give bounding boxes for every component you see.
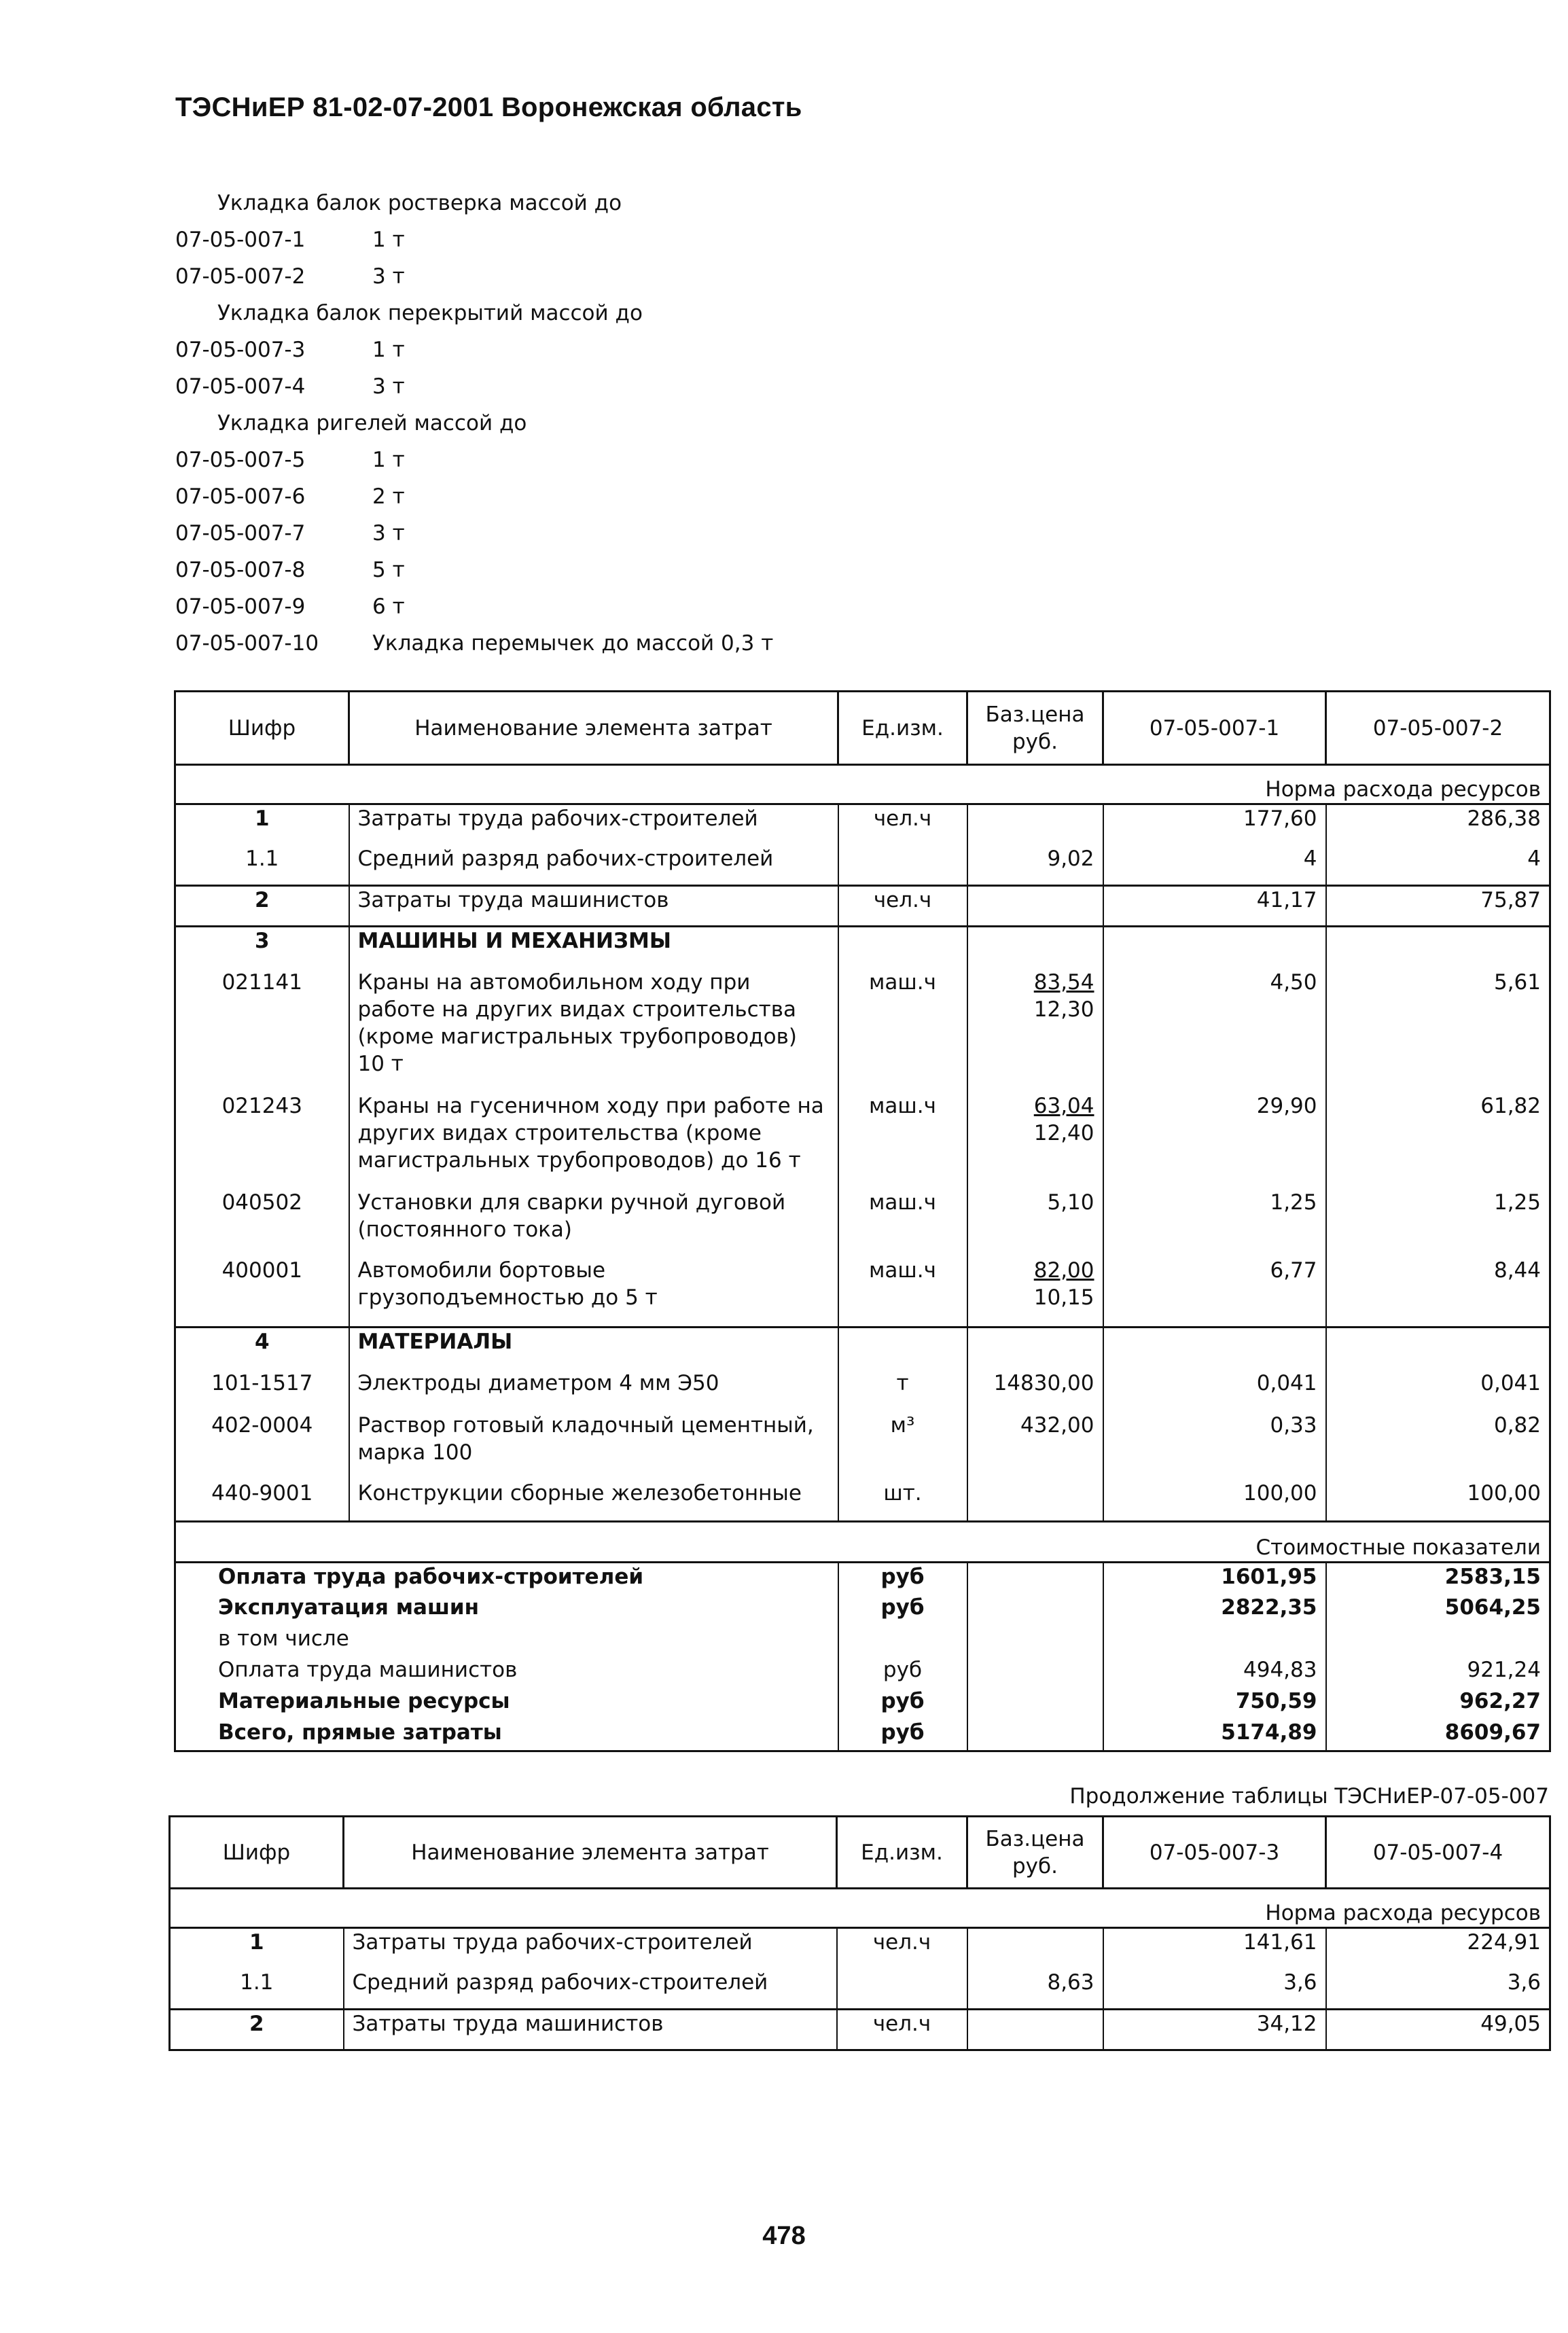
cell-value-a: 141,61 xyxy=(1103,1928,1326,1969)
document-title: ТЭСНиЕР 81-02-07-2001 Воронежская область xyxy=(175,92,802,122)
header-code: Шифр xyxy=(170,1817,344,1889)
cost-unit: руб xyxy=(838,1688,967,1719)
cell-code: 021141 xyxy=(221,969,302,995)
cost-row xyxy=(175,1656,1550,1688)
cell-unit: чел.ч xyxy=(838,886,967,927)
price-total: 83,54 xyxy=(1033,969,1094,995)
cell-value-a: 34,12 xyxy=(1103,2010,1326,2050)
list-item xyxy=(175,478,1466,515)
header-price-line1: Баз.цена xyxy=(985,1826,1085,1851)
header-price-line2: руб. xyxy=(1012,729,1058,754)
cost-name: Оплата труда рабочих-строителей xyxy=(175,1563,838,1594)
item-code: 07-05-007-9 xyxy=(175,594,306,619)
cell-price xyxy=(967,1189,1103,1257)
section-row xyxy=(175,1328,1550,1370)
cell-code: 1.1 xyxy=(245,846,279,871)
cost-value-a: 494,83 xyxy=(1103,1656,1326,1688)
cell-value-b: 3,6 xyxy=(1326,1969,1550,2010)
header-price xyxy=(967,1817,1103,1889)
item-text: 3 т xyxy=(372,521,405,546)
cell-code: 3 xyxy=(175,927,349,969)
cell-value-b: 4 xyxy=(1326,845,1550,886)
list-item xyxy=(175,442,1466,478)
cell-value-b: 75,87 xyxy=(1326,886,1550,927)
cost-value-b: 5064,25 xyxy=(1326,1594,1550,1625)
cell-value-a: 4 xyxy=(1103,845,1326,886)
cell-name: Электроды диаметром 4 мм Э50 xyxy=(349,1370,838,1412)
cell-name: Затраты труда рабочих-строителей xyxy=(349,804,838,845)
cell-name: Затраты труда машинистов xyxy=(344,2010,837,2050)
group-heading: Укладка балок ростверка массой до xyxy=(217,191,622,215)
cell-code: 2 xyxy=(170,2010,344,2050)
cell-code: 1.1 xyxy=(240,1970,274,1995)
item-text: 2 т xyxy=(372,484,405,509)
header-unit: Ед.изм. xyxy=(838,692,967,765)
table-row xyxy=(175,1257,1550,1328)
table-row xyxy=(170,1969,1550,2010)
cell-name: Конструкции сборные железобетонные xyxy=(349,1480,838,1522)
header-name: Наименование элемента затрат xyxy=(349,692,838,765)
cell-price: 9,02 xyxy=(967,845,1103,886)
cell-code: 1 xyxy=(175,804,349,845)
cell-code: 402-0004 xyxy=(211,1412,313,1438)
section-title-row xyxy=(175,765,1550,804)
cell-unit: чел.ч xyxy=(838,804,967,845)
cell-value-b: 224,91 xyxy=(1326,1928,1550,1969)
cost-value-a: 2822,35 xyxy=(1103,1594,1326,1625)
header-col-b: 07-05-007-4 xyxy=(1326,1817,1550,1889)
resource-table-1 xyxy=(174,690,1551,1752)
cell-unit: маш.ч xyxy=(838,1257,967,1328)
cell-value-a: 177,60 xyxy=(1103,804,1326,845)
cost-title: Стоимостные показатели xyxy=(175,1522,1550,1563)
cell-price xyxy=(967,2010,1103,2050)
item-code: 07-05-007-4 xyxy=(175,374,306,399)
section-row xyxy=(175,927,1550,969)
header-unit: Ед.изм. xyxy=(837,1817,967,1889)
cost-unit: руб xyxy=(838,1563,967,1594)
cell-name: Краны на гусеничном ходу при работе на других видах строительства (кроме магистральных трубопроводов) до 16 т xyxy=(349,1092,838,1189)
cell-name: Затраты труда машинистов xyxy=(349,886,838,927)
item-text: 1 т xyxy=(372,338,405,362)
table-header-row xyxy=(170,1817,1550,1889)
cost-value-a xyxy=(1103,1625,1326,1656)
cell-unit: маш.ч xyxy=(838,1189,967,1257)
cell-price: 432,00 xyxy=(967,1412,1103,1480)
table-row xyxy=(175,845,1550,886)
cell-value-b: 0,041 xyxy=(1326,1370,1550,1412)
item-text: Укладка перемычек до массой 0,3 т xyxy=(372,631,774,656)
cell-price xyxy=(967,969,1103,1092)
cell-name: Средний разряд рабочих-строителей xyxy=(344,1969,837,2010)
cost-unit: руб xyxy=(838,1594,967,1625)
table-row xyxy=(170,2010,1550,2050)
header-col-a: 07-05-007-3 xyxy=(1103,1817,1326,1889)
table-row xyxy=(175,1412,1550,1480)
item-code: 07-05-007-5 xyxy=(175,448,306,472)
cost-name: в том числе xyxy=(218,1626,349,1651)
section-name: МАТЕРИАЛЫ xyxy=(349,1328,838,1370)
cost-row xyxy=(175,1625,1550,1656)
price-wage: 10,15 xyxy=(1033,1285,1094,1310)
cell-value-b: 61,82 xyxy=(1326,1092,1550,1189)
cell-code: 040502 xyxy=(221,1190,302,1215)
work-list xyxy=(175,185,1466,662)
item-text: 3 т xyxy=(372,374,405,399)
cell-unit: маш.ч xyxy=(838,969,967,1092)
cell-value-b: 8,44 xyxy=(1326,1257,1550,1328)
price-total: 63,04 xyxy=(1033,1093,1094,1118)
header-code: Шифр xyxy=(175,692,349,765)
cost-name: Оплата труда машинистов xyxy=(218,1657,518,1682)
price-wage: 12,40 xyxy=(1033,1120,1094,1145)
list-item xyxy=(175,588,1466,625)
cost-row xyxy=(175,1563,1550,1594)
header-col-b: 07-05-007-2 xyxy=(1326,692,1550,765)
cell-price xyxy=(967,804,1103,845)
cell-name: Установки для сварки ручной дуговой (постоянного тока) xyxy=(349,1189,838,1257)
cell-value-b: 1,25 xyxy=(1326,1189,1550,1257)
list-item xyxy=(175,368,1466,405)
item-text: 6 т xyxy=(372,594,405,619)
cost-row xyxy=(175,1688,1550,1719)
price-wage: 12,30 xyxy=(1033,997,1094,1022)
table-row xyxy=(175,886,1550,927)
cell-code: 4 xyxy=(175,1328,349,1370)
cell-name: Автомобили бортовые грузоподъемностью до 5 т xyxy=(349,1257,838,1328)
list-item xyxy=(175,258,1466,295)
header-price-line2: руб. xyxy=(1012,1853,1058,1878)
cost-name: Эксплуатация машин xyxy=(218,1595,480,1620)
table-row xyxy=(175,1189,1550,1257)
section-title-row xyxy=(170,1889,1550,1928)
cost-unit xyxy=(838,1625,967,1656)
cell-price xyxy=(967,1257,1103,1328)
cell-name: Краны на автомобильном ходу при работе на других видах строительства (кроме магистральных трубопроводов) 10 т xyxy=(349,969,838,1092)
cell-value-a: 1,25 xyxy=(1103,1189,1326,1257)
price-total: 82,00 xyxy=(1033,1258,1094,1283)
cell-value-b: 49,05 xyxy=(1326,2010,1550,2050)
header-name: Наименование элемента затрат xyxy=(344,1817,837,1889)
group-heading: Укладка балок перекрытий массой до xyxy=(217,301,643,325)
item-code: 07-05-007-6 xyxy=(175,484,306,509)
cost-unit: руб xyxy=(838,1656,967,1688)
header-price-line1: Баз.цена xyxy=(985,702,1085,727)
cost-value-b xyxy=(1326,1625,1550,1656)
item-code: 07-05-007-7 xyxy=(175,521,306,546)
cell-name: Раствор готовый кладочный цементный, марка 100 xyxy=(349,1412,838,1480)
continuation-caption: Продолжение таблицы ТЭСНиЕР-07-05-007 xyxy=(1069,1784,1549,1809)
table-row xyxy=(175,1370,1550,1412)
cell-code: 440-9001 xyxy=(211,1480,313,1506)
cell-value-a: 29,90 xyxy=(1103,1092,1326,1189)
table-row xyxy=(175,1480,1550,1522)
cost-value-b: 2583,15 xyxy=(1326,1563,1550,1594)
cell-value-b: 0,82 xyxy=(1326,1412,1550,1480)
cell-unit: т xyxy=(838,1370,967,1412)
list-item xyxy=(175,625,1466,662)
cell-price xyxy=(967,1092,1103,1189)
header-col-a: 07-05-007-1 xyxy=(1103,692,1326,765)
item-text: 1 т xyxy=(372,448,405,472)
cell-unit: чел.ч xyxy=(837,1928,967,1969)
cell-unit: шт. xyxy=(838,1480,967,1522)
cell-code: 101-1517 xyxy=(211,1370,313,1395)
cell-value-a: 0,041 xyxy=(1103,1370,1326,1412)
item-code: 07-05-007-8 xyxy=(175,558,306,582)
price-total: 5,10 xyxy=(1047,1190,1094,1215)
cost-row xyxy=(175,1594,1550,1625)
resource-table-2 xyxy=(168,1815,1551,2051)
item-text: 3 т xyxy=(372,264,405,289)
cell-code: 2 xyxy=(175,886,349,927)
section-name: МАШИНЫ И МЕХАНИЗМЫ xyxy=(349,927,838,969)
cost-name: Всего, прямые затраты xyxy=(218,1720,502,1745)
cost-value-b: 921,24 xyxy=(1326,1656,1550,1688)
page-number: 478 xyxy=(762,2222,806,2250)
section-title-row xyxy=(175,1522,1550,1563)
list-item xyxy=(175,221,1466,258)
cell-price xyxy=(967,1480,1103,1522)
cell-code: 021243 xyxy=(221,1093,302,1118)
cell-value-a: 3,6 xyxy=(1103,1969,1326,2010)
cell-unit: маш.ч xyxy=(838,1092,967,1189)
cell-name: Средний разряд рабочих-строителей xyxy=(349,845,838,886)
cell-unit: м³ xyxy=(838,1412,967,1480)
cell-value-b: 100,00 xyxy=(1326,1480,1550,1522)
table-row xyxy=(170,1928,1550,1969)
item-code: 07-05-007-2 xyxy=(175,264,306,289)
norm-title: Норма расхода ресурсов xyxy=(1265,777,1541,802)
table-row xyxy=(175,1092,1550,1189)
list-item xyxy=(175,515,1466,552)
cell-value-a: 4,50 xyxy=(1103,969,1326,1092)
item-code: 07-05-007-3 xyxy=(175,338,306,362)
table-header-row xyxy=(175,692,1550,765)
list-item xyxy=(175,332,1466,368)
item-code: 07-05-007-1 xyxy=(175,228,306,252)
cell-price xyxy=(967,1928,1103,1969)
cell-value-a: 0,33 xyxy=(1103,1412,1326,1480)
cell-name: Затраты труда рабочих-строителей xyxy=(344,1928,837,1969)
cell-value-a: 6,77 xyxy=(1103,1257,1326,1328)
cost-value-b: 962,27 xyxy=(1326,1688,1550,1719)
item-text: 5 т xyxy=(372,558,405,582)
group-heading: Укладка ригелей массой до xyxy=(217,411,527,435)
table-row xyxy=(175,804,1550,845)
cell-unit xyxy=(837,1969,967,2010)
table-row xyxy=(175,969,1550,1092)
item-code: 07-05-007-10 xyxy=(175,631,319,656)
cell-price: 8,63 xyxy=(967,1969,1103,2010)
cell-code: 400001 xyxy=(221,1258,302,1283)
cost-row xyxy=(175,1719,1550,1751)
list-item xyxy=(175,552,1466,588)
cost-name: Материальные ресурсы xyxy=(218,1688,510,1713)
cell-unit: чел.ч xyxy=(837,2010,967,2050)
cost-unit: руб xyxy=(838,1719,967,1751)
cell-unit xyxy=(838,845,967,886)
item-text: 1 т xyxy=(372,228,405,252)
cost-value-a: 1601,95 xyxy=(1103,1563,1326,1594)
cell-value-b: 286,38 xyxy=(1326,804,1550,845)
cell-value-a: 100,00 xyxy=(1103,1480,1326,1522)
cost-value-a: 5174,89 xyxy=(1103,1719,1326,1751)
cell-code: 1 xyxy=(170,1928,344,1969)
cost-value-b: 8609,67 xyxy=(1326,1719,1550,1751)
cell-value-a: 41,17 xyxy=(1103,886,1326,927)
header-price xyxy=(967,692,1103,765)
norm-title: Норма расхода ресурсов xyxy=(1265,1901,1541,1925)
cell-price: 14830,00 xyxy=(967,1370,1103,1412)
cell-value-b: 5,61 xyxy=(1326,969,1550,1092)
cell-price xyxy=(967,886,1103,927)
cost-value-a: 750,59 xyxy=(1103,1688,1326,1719)
